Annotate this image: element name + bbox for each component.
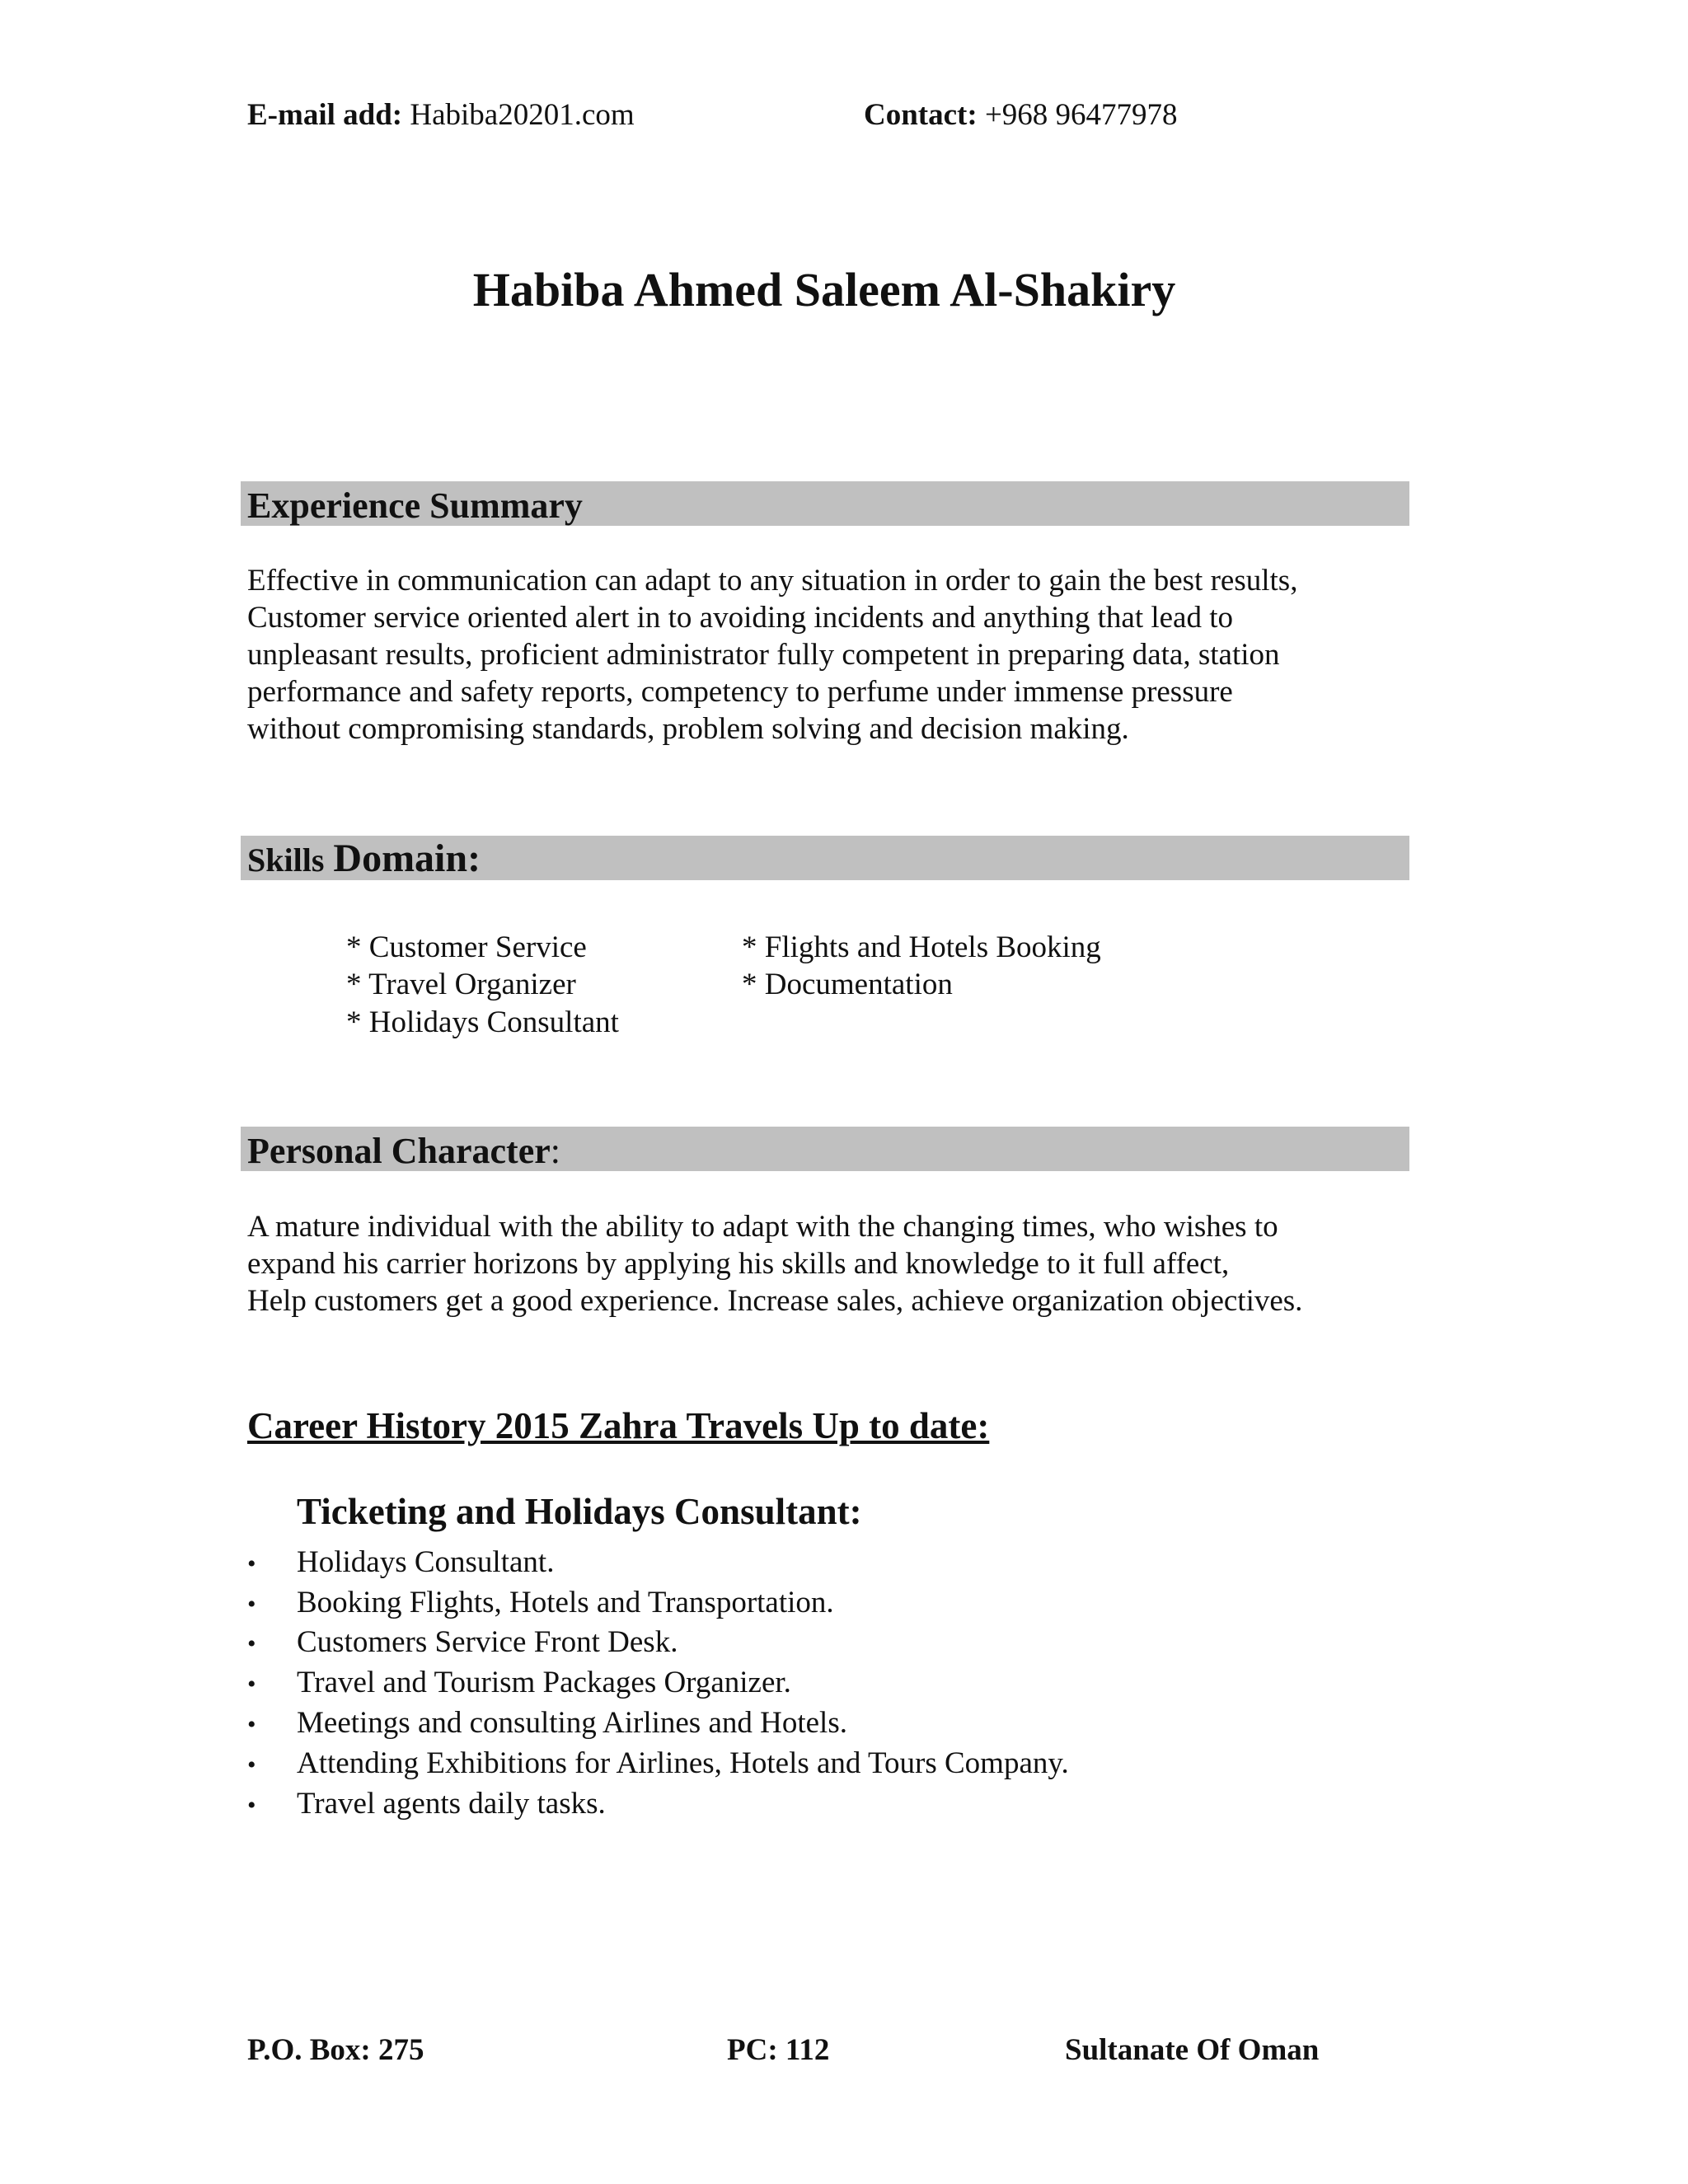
contact-label: Contact: (864, 98, 978, 132)
duty-item (247, 1705, 847, 1741)
experience-line: unpleasant results, proficient administrator fully competent in preparing data, station (247, 638, 1280, 672)
experience-line: Effective in communication can adapt to any situation in order to gain the best results, (247, 564, 1298, 598)
email-line (247, 97, 635, 133)
bullet-icon: • (247, 1630, 256, 1657)
role-heading: Ticketing and Holidays Consultant: (297, 1491, 862, 1532)
skill-item: * Travel Organizer (346, 968, 576, 1001)
duty-item (247, 1624, 678, 1660)
duty-item (247, 1786, 606, 1821)
duty-item (247, 1746, 1069, 1781)
experience-section-bar (241, 481, 1409, 526)
bullet-icon: • (247, 1792, 256, 1819)
bullet-icon: • (247, 1550, 256, 1577)
duty-text: Booking Flights, Hotels and Transportation. (297, 1586, 834, 1619)
duty-text: Travel and Tourism Packages Organizer. (297, 1666, 791, 1699)
experience-summary-text (247, 562, 1418, 748)
candidate-name: Habiba Ahmed Saleem Al-Shakiry (472, 263, 1176, 316)
personal-heading-suffix: : (550, 1131, 561, 1171)
bullet-icon: • (247, 1751, 256, 1779)
experience-line: without compromising standards, problem solving and decision making. (247, 712, 1129, 746)
duty-text: Attending Exhibitions for Airlines, Hotels and Tours Company. (297, 1746, 1069, 1780)
duty-text: Travel agents daily tasks. (297, 1787, 606, 1821)
duty-item (247, 1585, 834, 1620)
footer-country: Sultanate Of Oman (1065, 2033, 1320, 2067)
skill-item: * Customer Service (346, 930, 587, 964)
personal-section-bar (241, 1127, 1409, 1171)
email-value: Habiba20201.com (410, 98, 635, 132)
skill-item: * Flights and Hotels Booking (742, 930, 1101, 964)
duty-item (247, 1665, 791, 1700)
experience-line: performance and safety reports, competency to perfume under immense pressure (247, 675, 1233, 709)
bullet-icon: • (247, 1671, 256, 1698)
skills-section-bar (241, 836, 1409, 880)
bullet-icon: • (247, 1711, 256, 1738)
duty-text: Meetings and consulting Airlines and Hotels. (297, 1706, 847, 1740)
experience-heading: Experience Summary (247, 485, 583, 526)
skills-heading-part1: Skills (247, 841, 325, 879)
duty-text: Holidays Consultant. (297, 1545, 555, 1579)
duty-item (247, 1544, 554, 1580)
experience-line: Customer service oriented alert in to avoiding incidents and anything that lead to (247, 601, 1234, 635)
personal-line: Help customers get a good experience. Increase sales, achieve organization objectives. (247, 1284, 1303, 1318)
personal-character-text (247, 1208, 1418, 1319)
personal-line: expand his carrier horizons by applying his skills and knowledge to it full affect, (247, 1247, 1230, 1281)
contact-value: +968 96477978 (984, 98, 1178, 132)
bullet-icon: • (247, 1591, 256, 1618)
skills-heading-part2: Domain: (333, 837, 481, 880)
skill-item: * Documentation (742, 968, 953, 1001)
skill-item: * Holidays Consultant (346, 1005, 619, 1039)
footer-po-box: P.O. Box: 275 (247, 2033, 424, 2067)
personal-heading (247, 1133, 560, 1169)
personal-heading-text: Personal Character (247, 1131, 551, 1171)
career-history-heading: Career History 2015 Zahra Travels Up to date: (247, 1405, 990, 1446)
contact-line (864, 97, 1178, 133)
personal-line: A mature individual with the ability to adapt with the changing times, who wishes to (247, 1210, 1278, 1244)
email-label: E-mail add: (247, 98, 403, 132)
duty-text: Customers Service Front Desk. (297, 1625, 678, 1659)
footer-pc: PC: 112 (727, 2033, 830, 2067)
skills-heading (247, 839, 481, 879)
